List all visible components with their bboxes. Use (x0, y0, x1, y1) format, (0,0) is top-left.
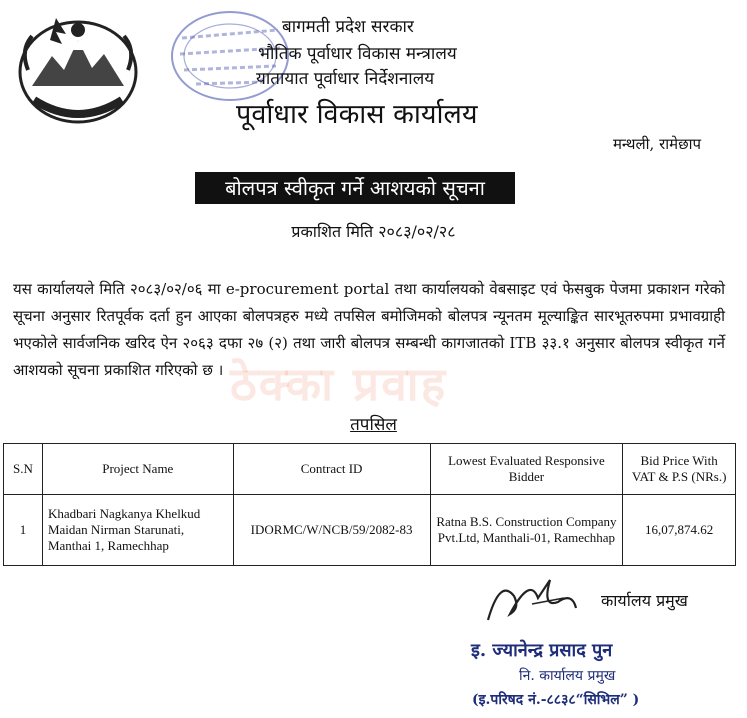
col-bidder: Lowest Evaluated Responsive Bidder (430, 444, 623, 495)
office-name: पूर्वाधार विकास कार्यालय (236, 99, 478, 130)
handwritten-signature (480, 568, 600, 628)
bid-table (3, 443, 736, 566)
notice-body: यस कार्यालयले मिति २०८३/०२/०६ मा e-procurement portal तथा कार्यालयको वेबसाइट एवं फेसबुक पेजमा प्रकाशन गरेको सूचना अनुसार रितपूर्वक दर्ता हुन आएका बोलपत्रहरु मध्ये तपसिल बमोजिमको बोलपत्र न्यूनतम मूल्याङ्कित सारभूतरुपमा प्रभावग्राही भएकोले सार्वजनिक खरिद ऐन २०६३ दफा २७ (२) तथा जारी बोलपत्र सम्बन्धी कागजातको ITB ३३.१ अनुसार बोलपत्र स्वीकृत गर्ने आशयको सूचना प्रकाशित गरिएको छ । (13, 280, 725, 379)
office-location: मन्थली, रामेछाप (612, 135, 701, 153)
header-line-1: बागमती प्रदेश सरकार (282, 17, 414, 37)
notice-title: बोलपत्र स्वीकृत गर्ने आशयको सूचना (195, 172, 515, 204)
section-heading: तपसिल (350, 415, 397, 435)
cell-contract-id: IDORMC/W/NCB/59/2082-83 (233, 495, 430, 566)
signatory-title: कार्यालय प्रमुख (601, 591, 688, 610)
signatory-name: इ. ज्यानेन्द्र प्रसाद पुन (471, 640, 613, 661)
table-header-row (4, 444, 736, 495)
header-line-2: भौतिक पूर्वाधार विकास मन्त्रालय (258, 44, 457, 64)
cell-project-name: Khadbari Nagkanya Khelkud Maidan Nirman Starunati, Manthai 1, Ramechhap (42, 495, 233, 566)
col-sn: S.N (4, 444, 43, 495)
table-row (4, 495, 736, 566)
header-line-3: यातायात पूर्वाधार निर्देशनालय (256, 69, 435, 89)
published-date: प्रकाशित मिति २०८३/०२/२८ (291, 222, 456, 241)
signatory-registration: (इ.परिषद नं.-८८३८“सिभिल” ) (472, 692, 640, 708)
col-contract-id: Contract ID (233, 444, 430, 495)
signatory-role: नि. कार्यालय प्रमुख (519, 668, 616, 684)
watermark: ठेक्का प्रवाह (230, 357, 448, 411)
cell-bid-price: 16,07,874.62 (623, 495, 736, 566)
cell-bidder: Ratna B.S. Construction Company Pvt.Ltd, Manthali-01, Ramechhap (430, 495, 623, 566)
col-bid-price: Bid Price With VAT & P.S (NRs.) (623, 444, 736, 495)
col-project-name: Project Name (42, 444, 233, 495)
government-emblem (12, 10, 144, 128)
cell-sn: 1 (4, 495, 43, 566)
